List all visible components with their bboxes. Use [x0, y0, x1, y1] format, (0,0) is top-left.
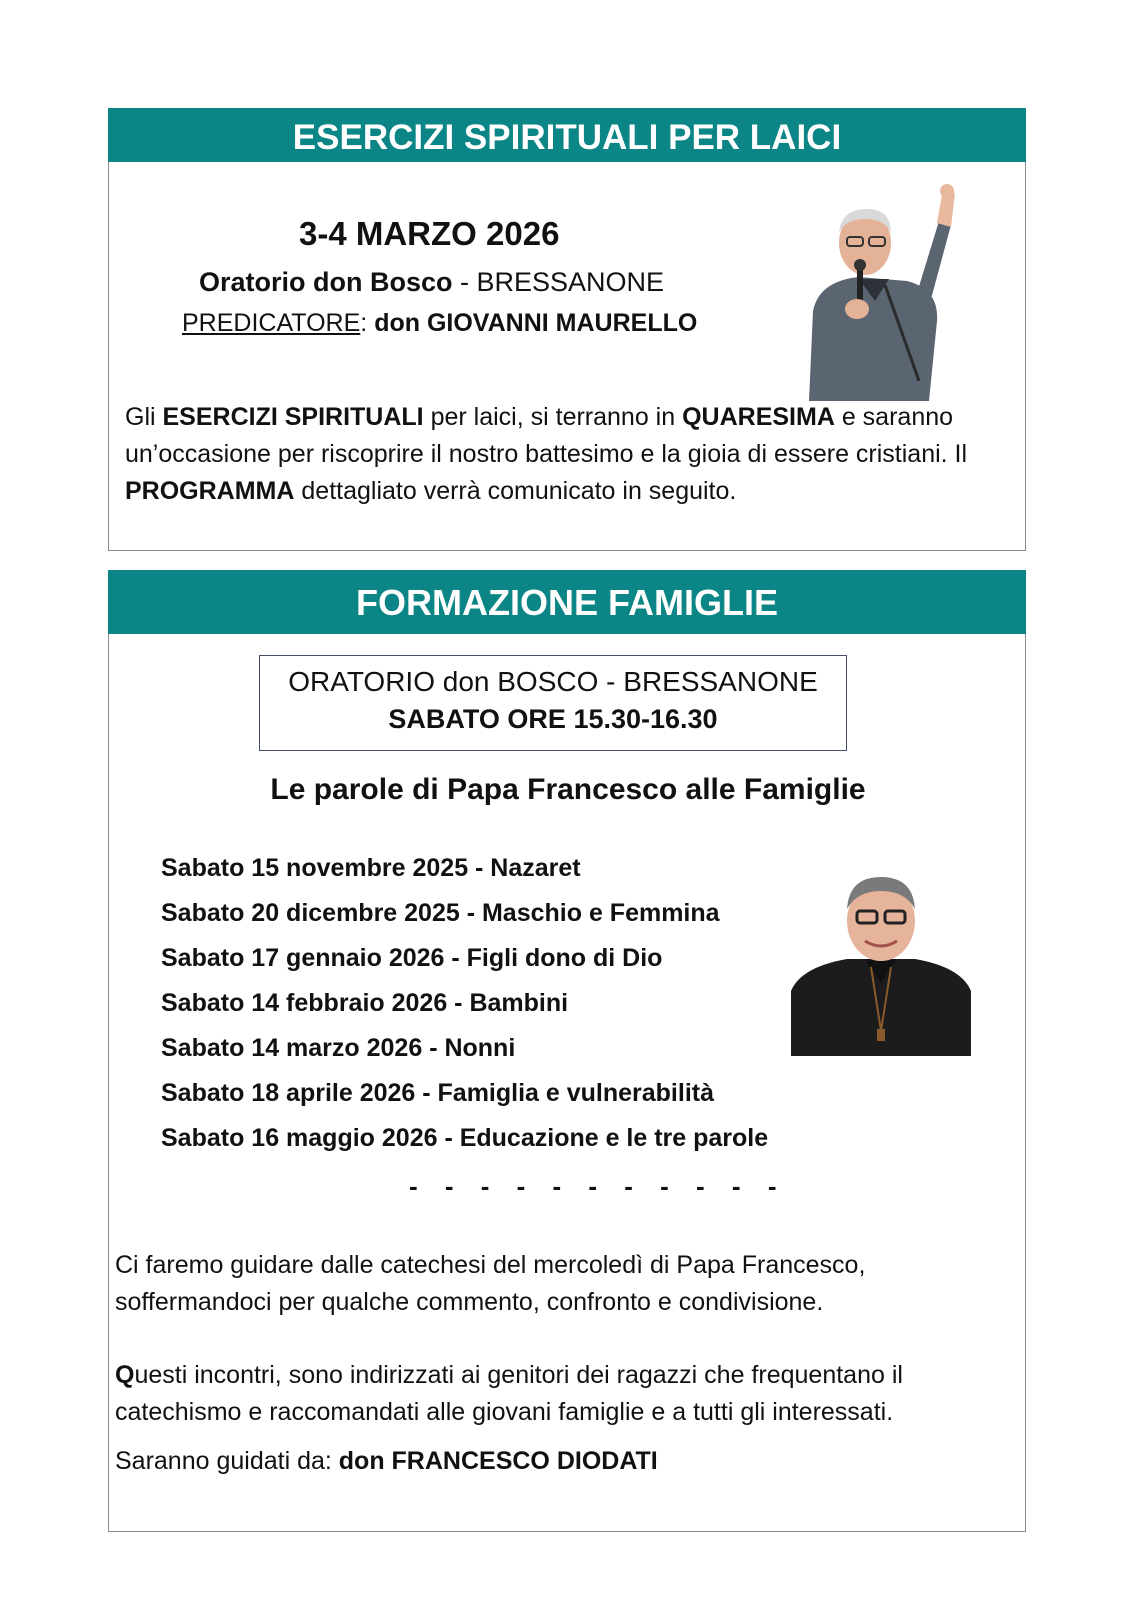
info-box: [259, 655, 847, 751]
banner-esercizi: ESERCIZI SPIRITUALI PER LAICI: [108, 108, 1026, 162]
event-date: 3-4 MARZO 2026: [299, 215, 560, 252]
desc-text-2: per laici, si terranno in: [423, 403, 683, 431]
guide-line: [115, 1443, 1015, 1480]
desc-text-1: Gli: [125, 403, 163, 431]
location-name: Oratorio don Bosco: [199, 267, 453, 297]
paragraph-incontri-initial: Q: [115, 1361, 135, 1389]
event-location: [199, 267, 819, 298]
description: [125, 399, 1005, 510]
event-item: Sabato 20 dicembre 2025 - Maschio e Femmina: [161, 899, 720, 927]
info-time: SABATO ORE 15.30-16.30: [388, 704, 718, 734]
desc-bold-programma: PROGRAMMA: [125, 477, 295, 505]
desc-text-3: e saranno un’occasione per riscoprire il nostro battesimo e la gioia di essere cristiani. Il: [125, 403, 968, 468]
paragraph-incontri-text: uesti incontri, sono indirizzati ai genitori dei ragazzi che frequentano il catechismo e raccomandati alle giovani famiglie e a tutti gli interessati.: [115, 1361, 903, 1426]
paragraph-incontri: [115, 1357, 1015, 1431]
section-formazione-famiglie: [108, 570, 1026, 1532]
preacher-photo: [789, 181, 969, 401]
banner-formazione: FORMAZIONE FAMIGLIE: [108, 570, 1026, 634]
separator-dashes: - - - - - - - - - - -: [409, 1171, 787, 1201]
location-city: - BRESSANONE: [452, 267, 665, 297]
section-esercizi-spirituali: [108, 108, 1026, 551]
preacher-line: [182, 309, 822, 338]
preacher-name: don GIOVANNI MAURELLO: [374, 309, 698, 337]
event-item: Sabato 16 maggio 2026 - Educazione e le tre parole: [161, 1124, 769, 1152]
subtitle: Le parole di Papa Francesco alle Famiglie: [270, 773, 866, 806]
event-item: Sabato 14 marzo 2026 - Nonni: [161, 1034, 516, 1062]
guide-label: Saranno guidati da:: [115, 1447, 339, 1475]
guide-name: don FRANCESCO DIODATI: [338, 1447, 658, 1475]
event-item: Sabato 18 aprile 2026 - Famiglia e vulnerabilità: [161, 1079, 715, 1107]
desc-text-4: dettagliato verrà comunicato in seguito.: [294, 477, 737, 505]
preacher-label: PREDICATORE: [182, 309, 361, 337]
event-item: Sabato 17 gennaio 2026 - Figli dono di Dio: [161, 944, 663, 972]
preacher-sep: :: [360, 309, 375, 337]
event-item: Sabato 14 febbraio 2026 - Bambini: [161, 989, 569, 1017]
event-item: Sabato 15 novembre 2025 - Nazaret: [161, 854, 581, 882]
events-list: [161, 851, 811, 1166]
desc-bold-esercizi: ESERCIZI SPIRITUALI: [162, 403, 424, 431]
guide-photo: [791, 871, 971, 1056]
desc-bold-quaresima: QUARESIMA: [682, 403, 835, 431]
info-location: ORATORIO don BOSCO - BRESSANONE: [288, 666, 818, 697]
paragraph-catechesi: Ci faremo guidare dalle catechesi del mercoledì di Papa Francesco, soffermandoci per qualche commento, confronto e condivisione.: [115, 1251, 866, 1316]
